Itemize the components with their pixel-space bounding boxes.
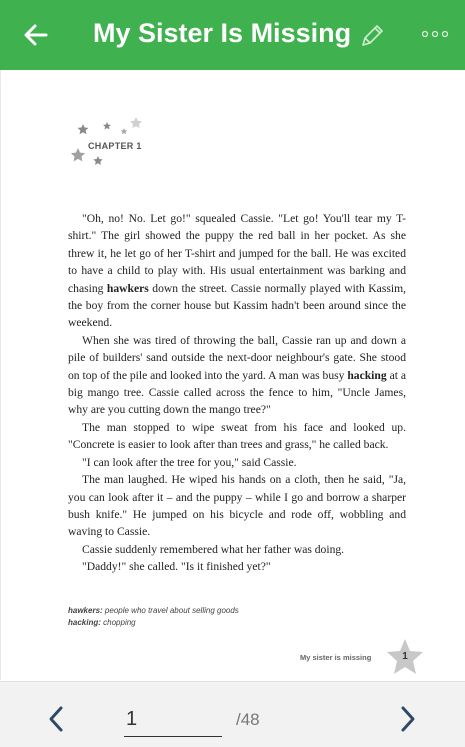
chevron-right-icon[interactable] [396, 704, 420, 734]
paragraph [68, 471, 406, 541]
paragraph [68, 454, 406, 471]
glossary-term: hawkers: [68, 606, 103, 615]
glossary-term-highlight: hacking [347, 368, 387, 382]
text-run: Cassie suddenly remembered what her father was doing. [82, 542, 345, 556]
paragraph [68, 210, 406, 332]
glossary-term: hacking: [68, 618, 101, 627]
printed-page-number: 1 [402, 651, 408, 662]
text-run: The man stopped to wipe sweat from his face and looked up. "Concrete is easier to look after than trees and grass," he called back. [68, 420, 406, 452]
glossary [68, 605, 368, 629]
pencil-icon[interactable] [358, 22, 386, 50]
text-run: The man laughed. He wiped his hands on a cloth, then he said, "Ja, you can look after it – and the puppy – while I go and borrow a sharper bush knife." He jumped on his bicycle and rode off, wobbling and waving to Cassie. [68, 473, 406, 539]
glossary-entry [68, 605, 368, 617]
text-run: "Daddy!" she called. "Is it finished yet?" [82, 560, 271, 574]
glossary-entry [68, 617, 368, 629]
chapter-heading: CHAPTER 1 [88, 141, 142, 151]
running-footer-title: My sister is missing [300, 653, 372, 662]
chevron-left-icon[interactable] [44, 704, 68, 734]
arrow-left-icon[interactable] [20, 19, 52, 51]
book-title: My Sister Is Missing [93, 18, 352, 48]
paragraph [68, 419, 406, 454]
top-app-bar [0, 0, 465, 70]
text-run: When she was tired of throwing the ball, Cassie ran up and down a pile of builders' sand outside the next-door neighbour's gate. She stood on top of the pile and looked into the yard. A man was busy [68, 333, 406, 382]
page-number-input[interactable] [124, 703, 222, 737]
paragraph [68, 558, 406, 575]
page-navigation-bar [0, 681, 465, 747]
text-run: "I can look after the tree for you," said Cassie. [82, 455, 297, 469]
text-run: down the street. Cassie normally played with Kassim, the boy from the corner house but Kassim hadn't been around since the weekend. [68, 281, 406, 330]
glossary-definition: chopping [103, 618, 136, 627]
glossary-term-highlight: hawkers [106, 281, 149, 295]
text-run: at a big mango tree. Cassie called across the fence to him, "Uncle James, why are you cutting down the mango tree?" [68, 368, 406, 417]
paragraph [68, 541, 406, 558]
total-pages-label: /48 [236, 710, 260, 729]
chapter-body-text [68, 210, 406, 576]
more-horizontal-icon[interactable] [420, 26, 450, 42]
glossary-definition: people who travel about selling goods [104, 606, 239, 615]
text-run: "Oh, no! No. Let go!" squealed Cassie. "Let go! You'll tear my T-shirt." The girl showed the puppy the red ball in her pocket. As she threw it, he let go of her T-shirt and jumped for the ball. He was excited to have a child to play with. His usual entertainment was barking and chasing [68, 212, 406, 295]
paragraph [68, 332, 406, 419]
